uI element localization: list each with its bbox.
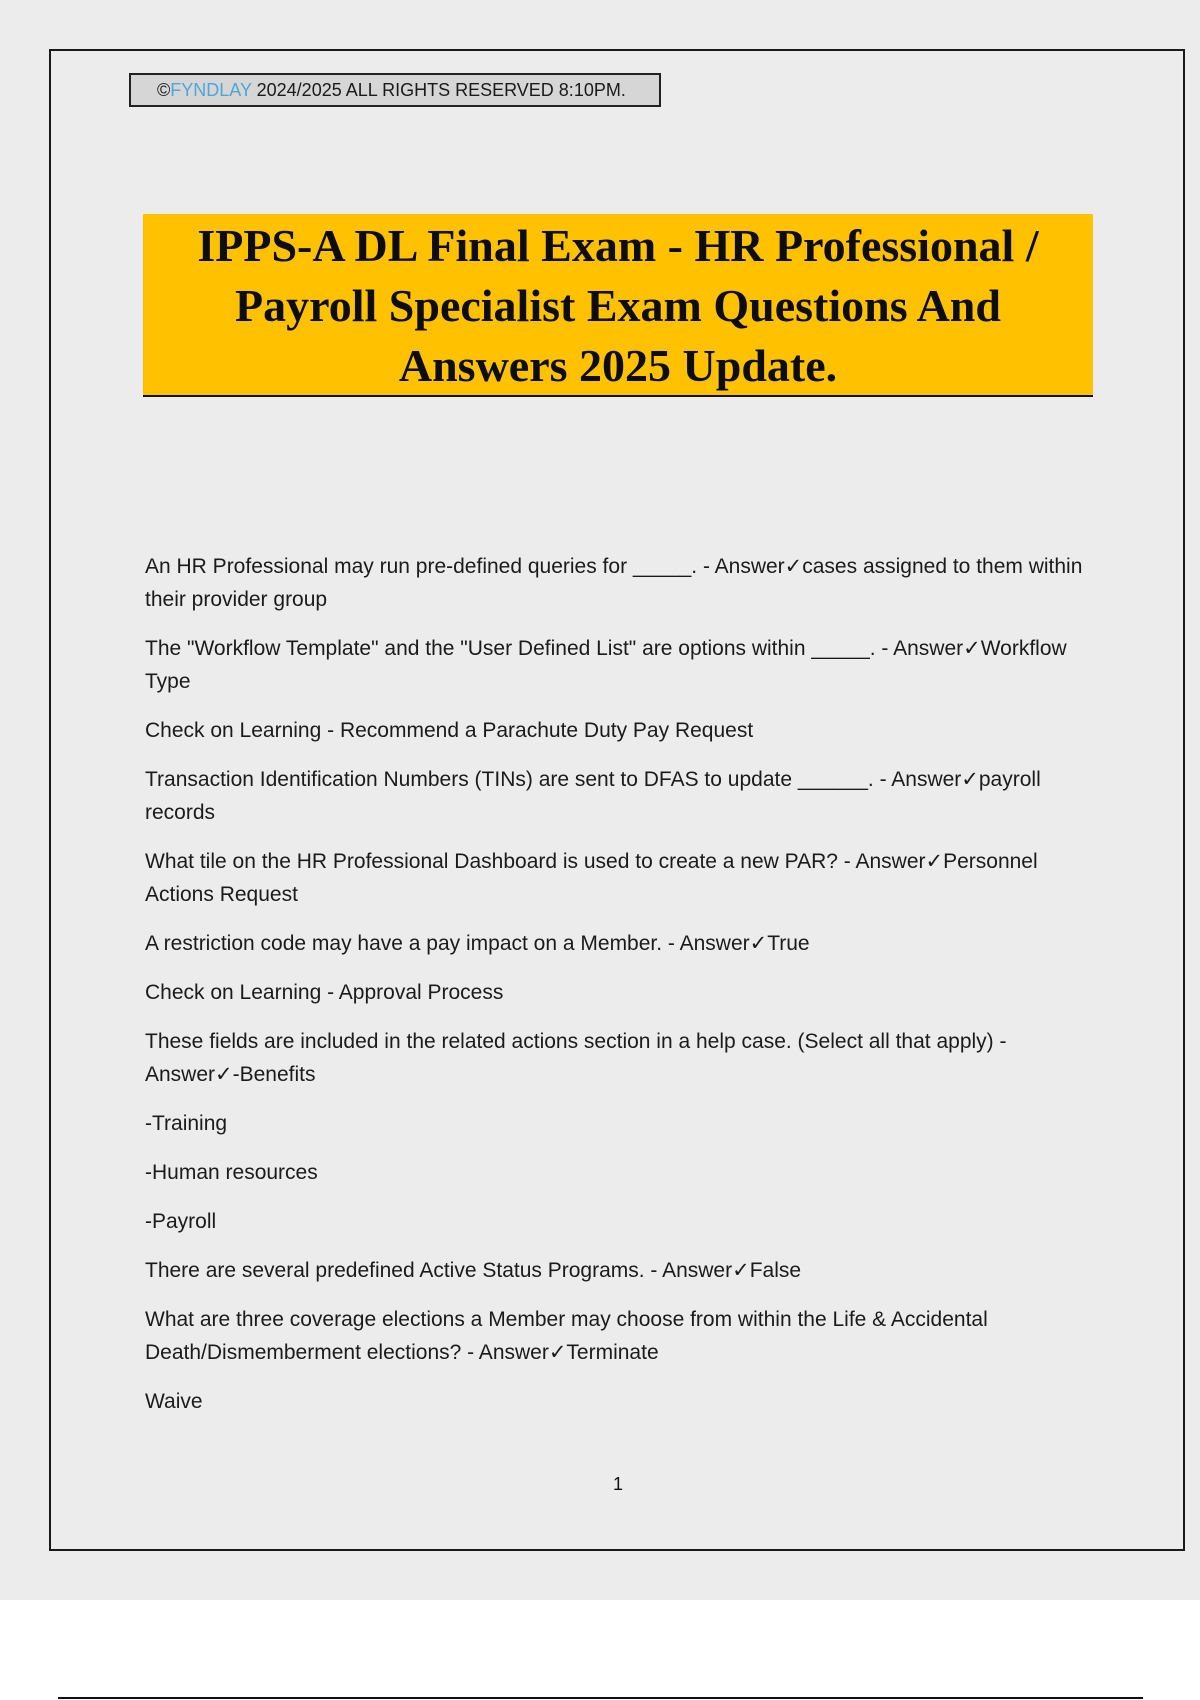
copyright-banner xyxy=(129,73,661,107)
title-line-2: Payroll Specialist Exam Questions And xyxy=(235,280,1001,331)
copyright-symbol: © xyxy=(157,80,171,100)
qa-paragraph: What are three coverage elections a Member may choose from within the Life & Accidental Death/Dismemberment elections? - Answer✓Terminate xyxy=(145,1308,988,1364)
rights-text: 2024/2025 ALL RIGHTS RESERVED 8:10PM. xyxy=(251,80,626,100)
qa-paragraph: What tile on the HR Professional Dashboard is used to create a new PAR? - Answer✓Personnel Actions Request xyxy=(145,850,1038,906)
title-line-3: Answers 2025 Update. xyxy=(398,340,838,391)
qa-paragraph: There are several predefined Active Status Programs. - Answer✓False xyxy=(145,1259,802,1282)
page-number: 1 xyxy=(612,1474,623,1494)
qa-content xyxy=(145,550,1095,1434)
qa-paragraph: Check on Learning - Recommend a Parachute Duty Pay Request xyxy=(145,719,754,742)
brand-name: FYNDLAY xyxy=(170,80,252,100)
qa-paragraph: These fields are included in the related actions section in a help case. (Select all that apply) - Answer✓-Benefits xyxy=(145,1030,1007,1086)
qa-paragraph: -Payroll xyxy=(145,1210,217,1233)
qa-paragraph: Waive xyxy=(145,1390,203,1413)
qa-paragraph: Transaction Identification Numbers (TINs) are sent to DFAS to update ______. - Answer✓payroll records xyxy=(145,768,1041,824)
qa-paragraph: An HR Professional may run pre-defined queries for _____. - Answer✓cases assigned to them within their provider group xyxy=(145,555,1083,611)
qa-paragraph: Check on Learning - Approval Process xyxy=(145,981,504,1004)
qa-paragraph: The "Workflow Template" and the "User Defined List" are options within _____. - Answer✓Workflow Type xyxy=(145,637,1067,693)
qa-paragraph: A restriction code may have a pay impact on a Member. - Answer✓True xyxy=(145,932,810,955)
document-title xyxy=(143,214,1093,397)
qa-paragraph: -Human resources xyxy=(145,1161,318,1184)
qa-paragraph: -Training xyxy=(145,1112,228,1135)
title-line-1: IPPS-A DL Final Exam - HR Professional / xyxy=(197,220,1039,271)
next-page-rule xyxy=(58,1697,1143,1699)
